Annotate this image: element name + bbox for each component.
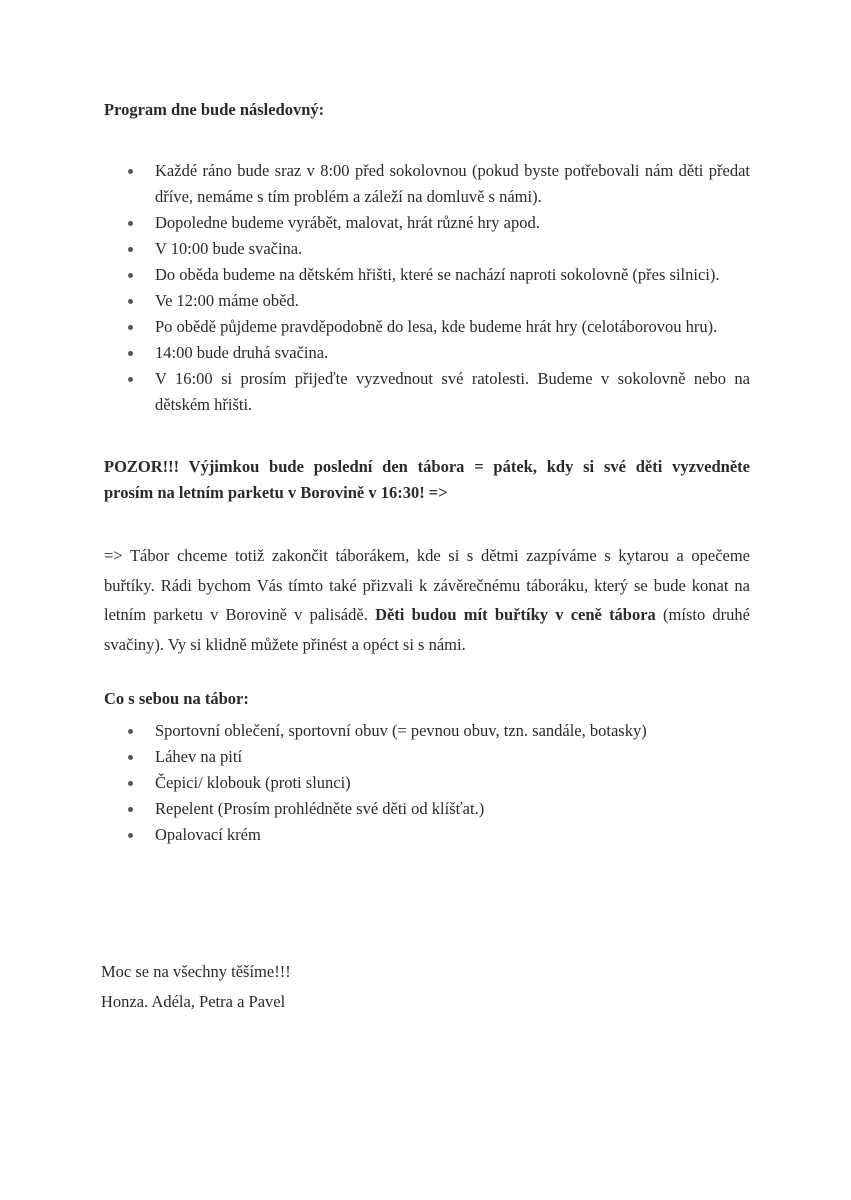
paragraph-text-1: => Tábor chceme totiž zakončit táborákem, kde si s dětmi zazpíváme s kytarou a opečeme buřtíky. Rádi bychom Vás tímto také přizvali k závěrečnému táboráku, který se bude konat na letním parketu v Borovině v palisádě.	[104, 546, 750, 624]
list-item	[128, 158, 750, 210]
list-item	[128, 340, 750, 366]
bullet-icon	[128, 273, 133, 278]
bullet-icon	[128, 807, 133, 812]
bullet-icon	[128, 377, 133, 382]
program-heading: Program dne bude následovný:	[104, 100, 325, 119]
schedule-item-text: Dopoledne budeme vyrábět, malovat, hrát různé hry apod.	[155, 213, 540, 232]
schedule-item-text: Ve 12:00 máme oběd.	[155, 291, 299, 310]
list-item	[128, 744, 728, 770]
bullet-icon	[128, 781, 133, 786]
signature-names: Honza. Adéla, Petra a Pavel	[101, 992, 286, 1011]
schedule-item-text: Každé ráno bude sraz v 8:00 před sokolovnou (pokud byste potřebovali nám děti předat dříve, nemáme s tím problém a záleží na domluvě s námi).	[155, 161, 750, 206]
bullet-icon	[128, 299, 133, 304]
bullet-icon	[128, 325, 133, 330]
list-item	[128, 262, 750, 288]
packing-item-text: Repelent (Prosím prohlédněte své děti od klíšťat.)	[155, 799, 485, 818]
warning-line-2: prosím na letním parketu v Borovině v 16:30! =>	[104, 483, 448, 502]
list-item	[128, 366, 750, 418]
paragraph-bold-text: Děti budou mít buřtíky v ceně tábora	[375, 605, 656, 624]
bullet-icon	[128, 833, 133, 838]
bullet-icon	[128, 755, 133, 760]
bullet-icon	[128, 221, 133, 226]
list-item	[128, 796, 728, 822]
closing-line: Moc se na všechny těšíme!!!	[101, 962, 291, 981]
schedule-item-text: Po obědě půjdeme pravděpodobně do lesa, kde budeme hrát hry (celotáborovou hru).	[155, 317, 718, 336]
warning-line-1: POZOR!!! Výjimkou bude poslední den tábora = pátek, kdy si své děti vyzvedněte	[104, 457, 750, 476]
packing-item-text: Láhev na pití	[155, 747, 243, 766]
packing-list	[128, 718, 728, 848]
warning-notice	[104, 454, 750, 506]
schedule-list	[128, 158, 750, 418]
schedule-item-text: 14:00 bude druhá svačina.	[155, 343, 329, 362]
bullet-icon	[128, 247, 133, 252]
packing-heading: Co s sebou na tábor:	[104, 689, 249, 708]
list-item	[128, 822, 728, 848]
list-item	[128, 210, 750, 236]
list-item	[128, 770, 728, 796]
packing-item-text: Čepici/ klobouk (proti slunci)	[155, 773, 351, 792]
schedule-item-text: V 10:00 bude svačina.	[155, 239, 303, 258]
packing-item-text: Sportovní oblečení, sportovní obuv (= pevnou obuv, tzn. sandále, botasky)	[155, 721, 647, 740]
closing-signature	[101, 957, 291, 1017]
campfire-paragraph	[104, 541, 750, 659]
bullet-icon	[128, 169, 133, 174]
list-item	[128, 236, 750, 262]
list-item	[128, 718, 728, 744]
paragraph-text-2: (místo druhé svačiny). Vy si klidně můžete přinést a opéct si s námi.	[104, 605, 750, 654]
list-item	[128, 314, 750, 340]
bullet-icon	[128, 729, 133, 734]
schedule-item-text: V 16:00 si prosím přijeďte vyzvednout své ratolesti. Budeme v sokolovně nebo na dětském hřišti.	[155, 369, 750, 414]
packing-item-text: Opalovací krém	[155, 825, 261, 844]
list-item	[128, 288, 750, 314]
bullet-icon	[128, 351, 133, 356]
schedule-item-text: Do oběda budeme na dětském hřišti, které se nachází naproti sokolovně (přes silnici).	[155, 265, 720, 284]
